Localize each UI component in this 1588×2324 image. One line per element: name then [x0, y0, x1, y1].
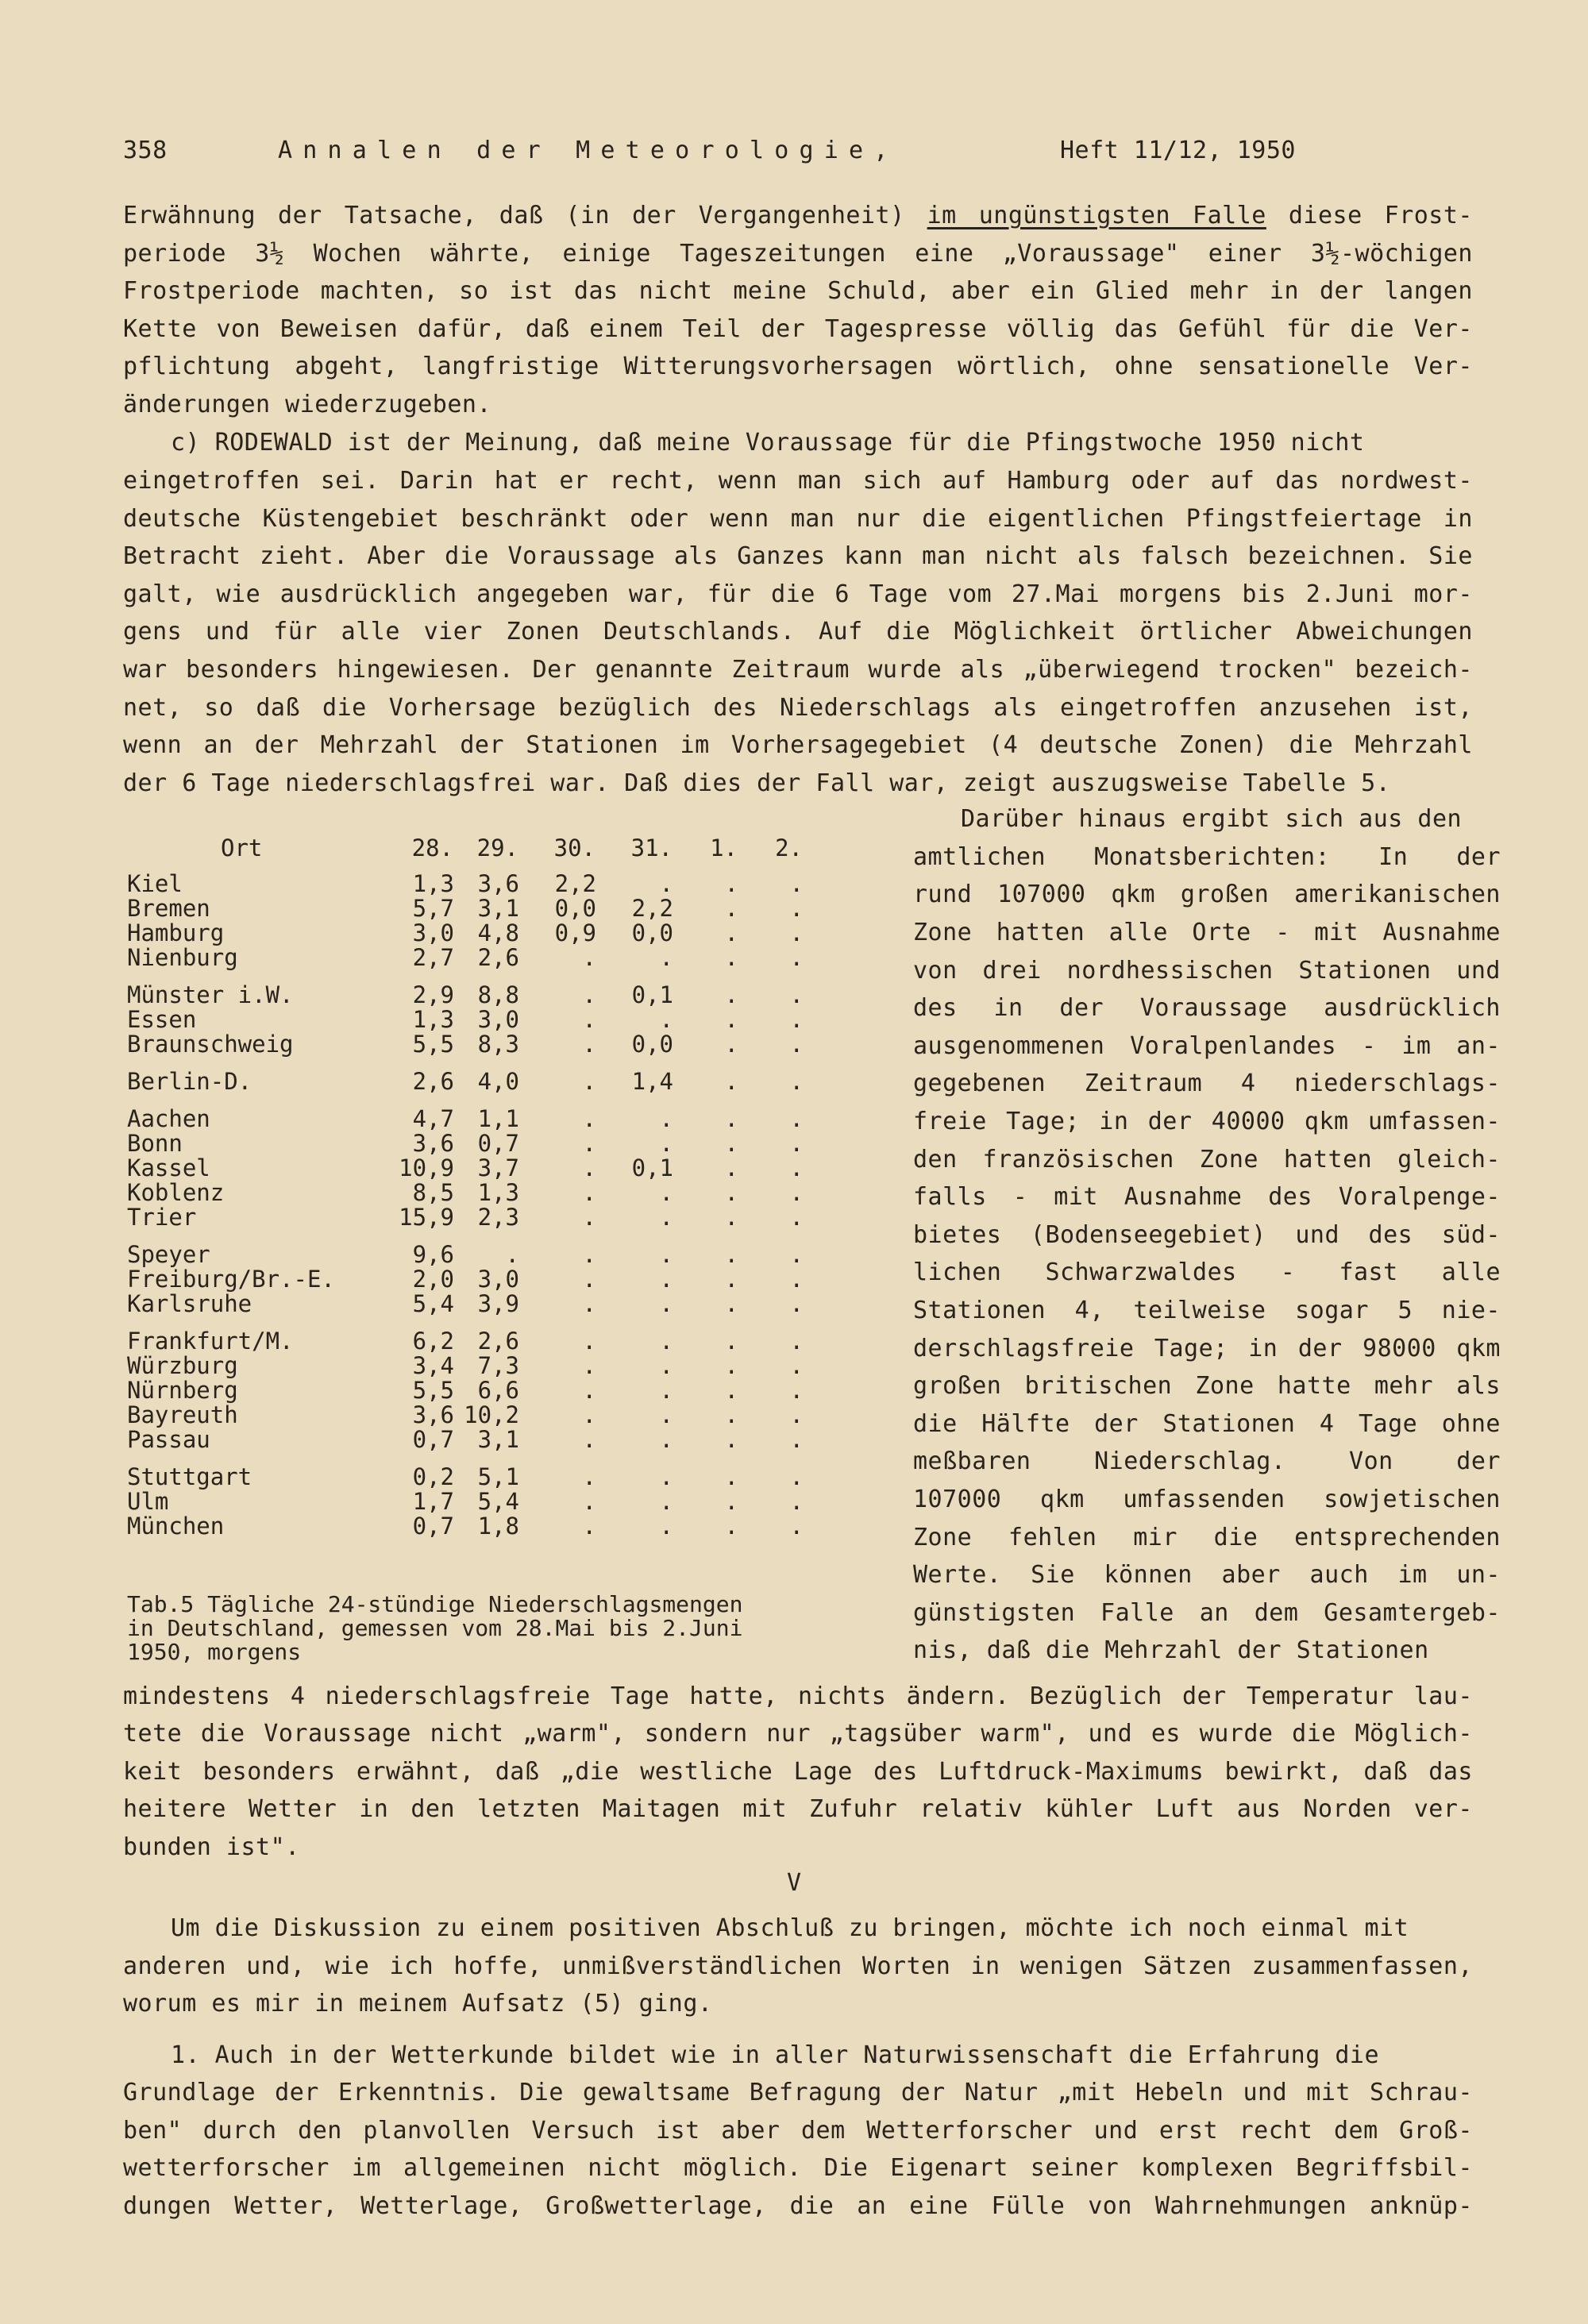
precip-value: .	[659, 1266, 673, 1293]
precip-value: .	[582, 1068, 596, 1095]
table-row	[127, 872, 804, 896]
precip-value: 1,3	[412, 1006, 454, 1033]
station-name: Münster i.W.	[127, 981, 294, 1008]
precip-value: 1,4	[631, 1068, 673, 1095]
table-row	[127, 1490, 804, 1514]
station-name: Frankfurt/M.	[127, 1328, 294, 1355]
table-header-row	[127, 834, 804, 872]
station-name: Kiel	[127, 870, 183, 897]
precip-value: .	[724, 981, 738, 1008]
precip-value: 0,1	[631, 1154, 673, 1181]
station-name: Berlin-D.	[127, 1068, 252, 1095]
precip-value: 8,5	[412, 1179, 454, 1206]
right-column-line: Zone fehlen mir die entsprechenden	[913, 1524, 1501, 1551]
right-column-line: freie Tage; in der 40000 qkm umfassen-	[913, 1108, 1501, 1135]
right-column-line: derschlagsfreie Tage; in der 98000 qkm	[913, 1335, 1501, 1362]
para3-line: bunden ist".	[123, 1833, 300, 1861]
precip-value: .	[582, 1328, 596, 1355]
para2-line: deutsche Küstengebiet beschränkt oder wenn man nur die eigentlichen Pfingstfeiertage in	[123, 505, 1473, 533]
precip-value: .	[659, 944, 673, 971]
precip-value: .	[659, 1463, 673, 1490]
precip-value: .	[582, 1204, 596, 1231]
precip-value: 0,0	[554, 895, 596, 922]
precip-value: .	[789, 1513, 804, 1540]
precip-value: .	[789, 919, 804, 946]
precip-value: .	[789, 1352, 804, 1379]
right-column-line: meßbaren Niederschlag. Von der	[913, 1447, 1501, 1475]
para3-line: keit besonders erwähnt, daß „die westliche Lage des Luftdruck-Maximums bewirkt, daß das	[123, 1758, 1473, 1786]
precip-value: .	[789, 1241, 804, 1268]
precip-value: 5,5	[412, 1031, 454, 1058]
precip-value: 2,7	[412, 944, 454, 971]
precip-value: .	[724, 1006, 738, 1033]
precip-value: 10,9	[399, 1154, 454, 1181]
table-header: 30.	[553, 834, 596, 861]
caption-line: 1950, morgens	[127, 1639, 302, 1665]
station-name: Freiburg/Br.-E.	[127, 1266, 335, 1293]
precip-value: .	[582, 1513, 596, 1540]
precip-value: .	[582, 1463, 596, 1490]
precip-value: .	[659, 870, 673, 897]
precip-value: 1,8	[477, 1513, 519, 1540]
station-name: Essen	[127, 1006, 197, 1033]
para2-line: gens und für alle vier Zonen Deutschlands. Auf die Möglichkeit örtlicher Abweichungen	[123, 618, 1473, 646]
precip-value: .	[789, 944, 804, 971]
precip-value: .	[789, 1179, 804, 1206]
right-column-line: die Hälfte der Stationen 4 Tage ohne	[913, 1410, 1501, 1438]
precip-value: .	[659, 1377, 673, 1404]
table-row	[127, 1156, 804, 1181]
precip-value: .	[724, 1266, 738, 1293]
precip-value: 3,0	[477, 1266, 519, 1293]
precip-value: .	[789, 895, 804, 922]
precip-value: .	[582, 1179, 596, 1206]
precip-value: .	[724, 1154, 738, 1181]
precip-value: 1,1	[477, 1105, 519, 1132]
para5-line: dungen Wetter, Wetterlage, Großwetterlage, die an eine Fülle von Wahrnehmungen anknüp-	[123, 2192, 1473, 2220]
section-heading: V	[786, 1869, 802, 1897]
para2-line: galt, wie ausdrücklich angegeben war, für die 6 Tage vom 27.Mai morgens bis 2.Juni mor-	[123, 580, 1473, 608]
precip-value: .	[724, 870, 738, 897]
right-column-line: Werte. Sie können aber auch im un-	[913, 1561, 1501, 1589]
precip-value: .	[789, 1266, 804, 1293]
precip-value: 15,9	[399, 1204, 454, 1231]
station-name: Koblenz	[127, 1179, 225, 1206]
precip-value: 4,7	[412, 1105, 454, 1132]
right-column-line: von drei nordhessischen Stationen und	[913, 957, 1501, 985]
precip-value: .	[659, 1179, 673, 1206]
para3-line: mindestens 4 niederschlagsfreie Tage hatte, nichts ändern. Bezüglich der Temperatur lau-	[123, 1682, 1473, 1710]
precip-value: 0,7	[412, 1426, 454, 1453]
table-row	[127, 1094, 804, 1131]
precip-value: .	[789, 1463, 804, 1490]
precip-value: 2,2	[554, 870, 596, 897]
para1-line: Frostperiode machten, so ist das nicht meine Schuld, aber ein Glied mehr in der langen	[123, 277, 1473, 305]
precip-value: 4,8	[477, 919, 519, 946]
precip-value: .	[724, 1105, 738, 1132]
right-column-line: gegebenen Zeitraum 4 niederschlags-	[913, 1070, 1501, 1097]
precip-value: .	[789, 1290, 804, 1317]
table-row	[127, 1230, 804, 1267]
right-column-line: rund 107000 qkm großen amerikanischen	[913, 881, 1501, 908]
precip-value: .	[724, 1328, 738, 1355]
station-name: Nienburg	[127, 944, 238, 971]
para4-line: Um die Diskussion zu einem positiven Abschluß zu bringen, möchte ich noch einmal mit	[171, 1914, 1409, 1942]
precip-value: .	[789, 1006, 804, 1033]
precip-value: 0,9	[554, 919, 596, 946]
precip-value: .	[582, 1031, 596, 1058]
precip-value: 2,6	[477, 1328, 519, 1355]
table-header: 1.	[710, 834, 738, 861]
station-name: Stuttgart	[127, 1463, 252, 1490]
precip-value: .	[582, 981, 596, 1008]
precip-value: .	[724, 1488, 738, 1515]
underlined-phrase: im ungünstigsten Falle	[927, 202, 1266, 229]
station-name: Passau	[127, 1426, 210, 1453]
precip-value: .	[724, 1031, 738, 1058]
table-caption	[127, 1593, 873, 1664]
precip-value: .	[659, 1241, 673, 1268]
station-name: Bayreuth	[127, 1401, 238, 1428]
precip-value: .	[789, 1328, 804, 1355]
precip-value: .	[724, 919, 738, 946]
table-row	[127, 1514, 804, 1539]
precip-value: 3,9	[477, 1290, 519, 1317]
para5-line: wetterforscher im allgemeinen nicht möglich. Die Eigenart seiner komplexen Begriffsbil-	[123, 2154, 1473, 2182]
precip-value: .	[724, 1401, 738, 1428]
table-header: 29.	[476, 834, 518, 861]
precip-value: 5,7	[412, 895, 454, 922]
precip-value: 5,4	[412, 1290, 454, 1317]
precip-value: .	[582, 1290, 596, 1317]
precip-value: .	[582, 1401, 596, 1428]
precip-value: .	[724, 1204, 738, 1231]
table-row	[127, 921, 804, 946]
precip-value: .	[724, 1377, 738, 1404]
para2-line: der 6 Tage niederschlagsfrei war. Daß dies der Fall war, zeigt auszugsweise Tabelle 5.	[123, 769, 1391, 797]
precip-value: 0,0	[631, 1031, 673, 1058]
precip-value: 3,0	[412, 919, 454, 946]
table-header: 28.	[411, 834, 453, 861]
precip-value: 3,1	[477, 895, 519, 922]
caption-line: Tab.5 Tägliche 24-stündige Niederschlagsmengen	[127, 1591, 743, 1617]
table-row	[127, 1131, 804, 1156]
station-name: Trier	[127, 1204, 197, 1231]
para1-line: pflichtung abgeht, langfristige Witterungsvorhersagen wörtlich, ohne sensationelle Ver-	[123, 353, 1473, 380]
precip-value: 2,0	[412, 1266, 454, 1293]
precip-value: .	[789, 981, 804, 1008]
precip-value: .	[659, 1130, 673, 1157]
precip-value: .	[789, 1401, 804, 1428]
precip-value: 6,2	[412, 1328, 454, 1355]
station-name: Braunschweig	[127, 1031, 294, 1058]
precip-value: 7,3	[477, 1352, 519, 1379]
precip-value: 3,7	[477, 1154, 519, 1181]
station-name: Speyer	[127, 1241, 210, 1268]
page-number: 358	[123, 137, 168, 164]
precip-value: 4,0	[477, 1068, 519, 1095]
precip-value: .	[659, 1513, 673, 1540]
precip-value: .	[582, 1105, 596, 1132]
table-row	[127, 970, 804, 1008]
precip-value: .	[724, 1426, 738, 1453]
precip-value: 2,9	[412, 981, 454, 1008]
para2-line: Betracht zieht. Aber die Voraussage als Ganzes kann man nicht als falsch bezeichnen. Sie	[123, 542, 1473, 570]
right-column-line: Stationen 4, teilweise sogar 5 nie-	[913, 1297, 1501, 1324]
precip-value: .	[789, 1204, 804, 1231]
precip-value: 3,4	[412, 1352, 454, 1379]
para1-line: änderungen wiederzugeben.	[123, 391, 492, 418]
journal-title: Annalen der Meteorologie,	[278, 137, 899, 164]
precip-value: .	[724, 1130, 738, 1157]
precip-value: .	[724, 1513, 738, 1540]
precip-value: 3,6	[412, 1130, 454, 1157]
precip-value: .	[582, 1488, 596, 1515]
table-header: 2.	[775, 834, 803, 861]
precip-value: 1,3	[412, 870, 454, 897]
para5-line: Grundlage der Erkenntnis. Die gewaltsame Befragung der Natur „mit Hebeln und mit Schrau-	[123, 2079, 1473, 2106]
issue-label: Heft 11/12, 1950	[1060, 137, 1296, 164]
table-row	[127, 1032, 804, 1057]
precip-value: .	[724, 1352, 738, 1379]
para1-line: Erwähnung der Tatsache, daß (in der Vergangenheit) im ungünstigsten Falle diese Frost-	[123, 202, 1473, 229]
precip-value: .	[789, 1154, 804, 1181]
right-column-line: ausgenommenen Voralpenlandes - im an-	[913, 1032, 1501, 1060]
table-row	[127, 1403, 804, 1428]
station-name: Kassel	[127, 1154, 210, 1181]
table-row	[127, 1292, 804, 1316]
table-row	[127, 946, 804, 970]
precip-value: 0,1	[631, 981, 673, 1008]
table-row	[127, 1057, 804, 1094]
para2-line: war besonders hingewiesen. Der genannte Zeitraum wurde als „überwiegend trocken" bezeich-	[123, 656, 1473, 684]
precip-value: 5,5	[412, 1377, 454, 1404]
precip-value: 2,3	[477, 1204, 519, 1231]
para5-line: ben" durch den planvollen Versuch ist aber dem Wetterforscher und erst recht dem Groß-	[123, 2117, 1473, 2145]
precip-value: .	[789, 1031, 804, 1058]
table-row	[127, 1205, 804, 1230]
precip-value: 3,6	[477, 870, 519, 897]
right-column-line: Zone hatten alle Orte - mit Ausnahme	[913, 919, 1501, 946]
precip-value: 0,7	[477, 1130, 519, 1157]
precip-value: 2,6	[477, 944, 519, 971]
para2-line: c) RODEWALD ist der Meinung, daß meine Voraussage für die Pfingstwoche 1950 nicht	[171, 429, 1365, 457]
para2-line: wenn an der Mehrzahl der Stationen im Vorhersagegebiet (4 deutsche Zonen) die Mehrzahl	[123, 731, 1473, 759]
para3-line: tete die Voraussage nicht „warm", sondern nur „tagsüber warm", und es wurde die Möglich-	[123, 1720, 1473, 1748]
precip-value: 2,6	[412, 1068, 454, 1095]
station-name: Aachen	[127, 1105, 210, 1132]
precip-value: .	[659, 1328, 673, 1355]
precip-value: .	[789, 1488, 804, 1515]
precip-value: .	[789, 1130, 804, 1157]
precip-value: .	[789, 1426, 804, 1453]
precip-value: .	[582, 1266, 596, 1293]
precip-value: .	[659, 1105, 673, 1132]
precip-value: .	[724, 895, 738, 922]
table-header: 31.	[630, 834, 673, 861]
right-column-line: des in der Voraussage ausdrücklich	[913, 994, 1501, 1022]
station-name: Hamburg	[127, 919, 225, 946]
table-row	[127, 1181, 804, 1205]
precip-value: .	[659, 1204, 673, 1231]
precip-value: 1,3	[477, 1179, 519, 1206]
precip-value: 10,2	[464, 1401, 519, 1428]
table-row	[127, 1316, 804, 1354]
precip-value: .	[659, 1401, 673, 1428]
station-name: Bonn	[127, 1130, 183, 1157]
table-body	[127, 872, 804, 1539]
precip-value: .	[724, 1290, 738, 1317]
precip-value: .	[789, 1377, 804, 1404]
station-name: Würzburg	[127, 1352, 238, 1379]
right-column-line: bietes (Bodenseegebiet) und des süd-	[913, 1221, 1501, 1249]
precip-value: .	[659, 1006, 673, 1033]
right-column-line: falls - mit Ausnahme des Voralpenge-	[913, 1183, 1501, 1211]
para1-line: Kette von Beweisen dafür, daß einem Teil der Tagespresse völlig das Gefühl für die Ver-	[123, 315, 1473, 343]
precip-value: 2,2	[631, 895, 673, 922]
para4-line: anderen und, wie ich hoffe, unmißverständlichen Worten in wenigen Sätzen zusammenfassen,	[123, 1952, 1473, 1980]
right-column-line: Darüber hinaus ergibt sich aus den	[961, 805, 1463, 833]
station-name: Nürnberg	[127, 1377, 238, 1404]
precip-value: .	[724, 944, 738, 971]
precipitation-table	[127, 834, 804, 1539]
precip-value: 8,8	[477, 981, 519, 1008]
precip-value: .	[582, 1241, 596, 1268]
para2-line: net, so daß die Vorhersage bezüglich des Niederschlags als eingetroffen anzusehen ist,	[123, 694, 1473, 722]
para2-line: eingetroffen sei. Darin hat er recht, wenn man sich auf Hamburg oder auf das nordwest-	[123, 467, 1473, 495]
station-name: München	[127, 1513, 225, 1540]
precip-value: .	[582, 1352, 596, 1379]
table-row	[127, 1378, 804, 1403]
precip-value: 5,4	[477, 1488, 519, 1515]
right-column-line: den französischen Zone hatten gleich-	[913, 1146, 1501, 1174]
precip-value: 0,2	[412, 1463, 454, 1490]
precip-value: 8,3	[477, 1031, 519, 1058]
table-row	[127, 1354, 804, 1378]
precip-value: 3,6	[412, 1401, 454, 1428]
precip-value: .	[582, 944, 596, 971]
precip-value: 3,0	[477, 1006, 519, 1033]
para3-line: heitere Wetter in den letzten Maitagen mit Zufuhr relativ kühler Luft aus Norden ver-	[123, 1795, 1473, 1823]
precip-value: 6,6	[477, 1377, 519, 1404]
precip-value: .	[582, 1154, 596, 1181]
page-header	[123, 137, 1296, 164]
caption-line: in Deutschland, gemessen vom 28.Mai bis 2.Juni	[127, 1615, 743, 1641]
table-row	[127, 1452, 804, 1490]
precip-value: 1,7	[412, 1488, 454, 1515]
right-column-line: großen britischen Zone hatte mehr als	[913, 1372, 1501, 1400]
right-column-line: 107000 qkm umfassenden sowjetischen	[913, 1486, 1501, 1513]
para1-line: periode 3½ Wochen währte, einige Tageszeitungen eine „Voraussage" einer 3½-wöchigen	[123, 240, 1473, 268]
precip-value: 5,1	[477, 1463, 519, 1490]
precip-value: .	[789, 870, 804, 897]
precip-value: .	[505, 1241, 519, 1268]
table-header: Ort	[221, 834, 263, 861]
precip-value: .	[582, 1006, 596, 1033]
precip-value: .	[724, 1463, 738, 1490]
para4-line: worum es mir in meinem Aufsatz (5) ging.	[123, 1990, 713, 2018]
precip-value: 0,0	[631, 919, 673, 946]
table-row	[127, 1008, 804, 1032]
table-row	[127, 1267, 804, 1292]
precip-value: .	[724, 1241, 738, 1268]
precip-value: .	[659, 1290, 673, 1317]
precip-value: .	[724, 1068, 738, 1095]
precip-value: .	[659, 1426, 673, 1453]
station-name: Ulm	[127, 1488, 169, 1515]
precip-value: 0,7	[412, 1513, 454, 1540]
table-row	[127, 896, 804, 921]
station-name: Bremen	[127, 895, 210, 922]
precip-value: 9,6	[412, 1241, 454, 1268]
table-row	[127, 1428, 804, 1452]
para5-line: 1. Auch in der Wetterkunde bildet wie in aller Naturwissenschaft die Erfahrung die	[171, 2041, 1380, 2069]
right-column-line: nis, daß die Mehrzahl der Stationen	[913, 1636, 1429, 1664]
precip-value: .	[659, 1352, 673, 1379]
right-column-line: lichen Schwarzwaldes - fast alle	[913, 1258, 1501, 1286]
precip-value: .	[789, 1068, 804, 1095]
precip-value: .	[789, 1105, 804, 1132]
precip-value: .	[582, 1130, 596, 1157]
right-column-line: amtlichen Monatsberichten: In der	[913, 843, 1501, 871]
right-column-line: günstigsten Falle an dem Gesamtergeb-	[913, 1599, 1501, 1627]
precip-value: 3,1	[477, 1426, 519, 1453]
precip-value: .	[724, 1179, 738, 1206]
precip-value: .	[659, 1488, 673, 1515]
station-name: Karlsruhe	[127, 1290, 252, 1317]
precip-value: .	[582, 1377, 596, 1404]
precip-value: .	[582, 1426, 596, 1453]
